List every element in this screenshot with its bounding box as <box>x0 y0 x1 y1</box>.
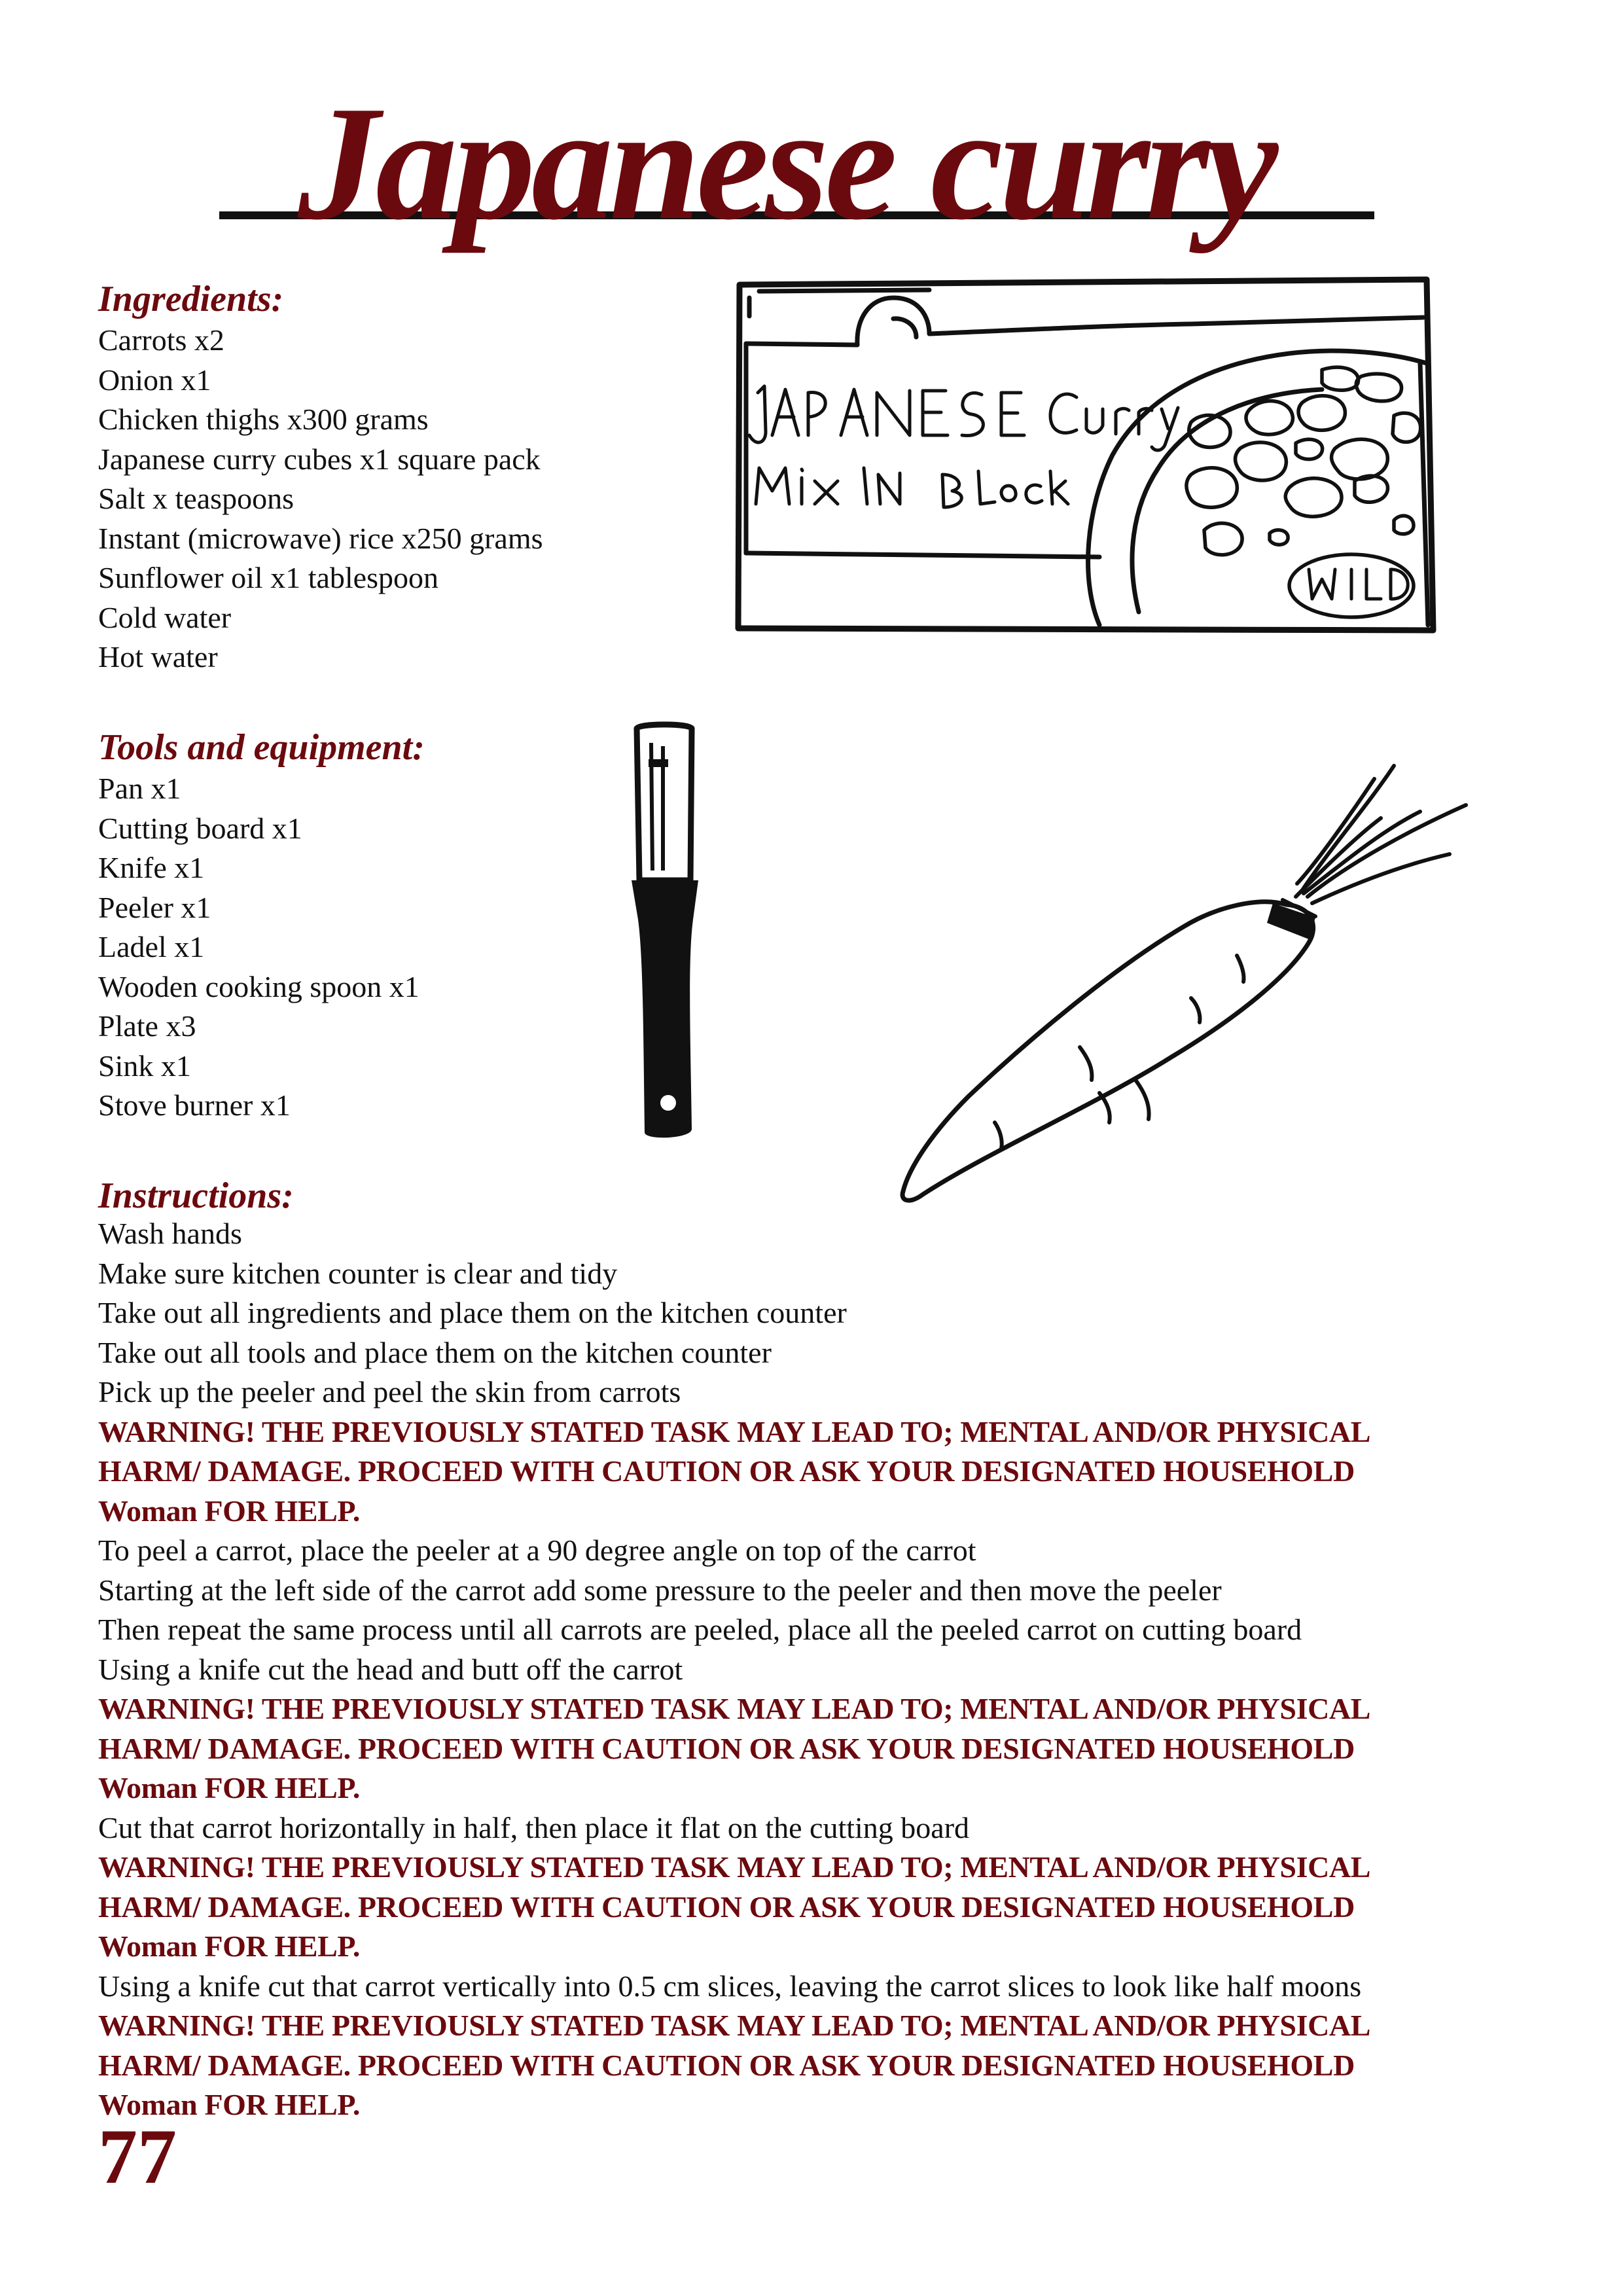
ingredient-item: Salt x teaspoons <box>98 482 294 515</box>
warning-line: Woman FOR HELP. <box>98 1929 360 1963</box>
curry-box-icon <box>733 272 1453 638</box>
tool-item: Peeler x1 <box>98 890 211 924</box>
instruction-step: Starting at the left side of the carrot add some pressure to the peeler and then move the peeler <box>98 1573 1222 1607</box>
instruction-step: Then repeat the same process until all carrots are peeled, place all the peeled carrot on cutting board <box>98 1613 1302 1646</box>
ingredient-item: Onion x1 <box>98 363 211 397</box>
tool-item: Knife x1 <box>98 851 205 884</box>
instruction-step: Cut that carrot horizontally in half, then place it flat on the cutting board <box>98 1810 970 1844</box>
warning-line: WARNING! THE PREVIOUSLY STATED TASK MAY LEAD TO; MENTAL AND/OR PHYSICAL <box>98 1414 1371 1448</box>
warning-line: HARM/ DAMAGE. PROCEED WITH CAUTION OR ASK YOUR DESIGNATED HOUSEHOLD <box>98 1731 1355 1765</box>
tool-item: Pan x1 <box>98 772 181 805</box>
instructions-heading: Instructions: <box>98 1175 294 1216</box>
tool-item: Ladel x1 <box>98 930 205 963</box>
warning-line: HARM/ DAMAGE. PROCEED WITH CAUTION OR ASK YOUR DESIGNATED HOUSEHOLD <box>98 2048 1355 2082</box>
instruction-step: Make sure kitchen counter is clear and tidy <box>98 1256 618 1290</box>
warning-line: Woman FOR HELP. <box>98 1494 360 1528</box>
instruction-step: To peel a carrot, place the peeler at a 90 degree angle on top of the carrot <box>98 1534 976 1567</box>
warning-line: WARNING! THE PREVIOUSLY STATED TASK MAY LEAD TO; MENTAL AND/OR PHYSICAL <box>98 1850 1371 1884</box>
tool-item: Wooden cooking spoon x1 <box>98 969 419 1003</box>
warning-line: HARM/ DAMAGE. PROCEED WITH CAUTION OR ASK YOUR DESIGNATED HOUSEHOLD <box>98 1890 1355 1924</box>
tools-heading: Tools and equipment: <box>98 727 425 768</box>
instruction-step: Take out all ingredients and place them on the kitchen counter <box>98 1296 847 1329</box>
instruction-step: Using a knife cut the head and butt off the carrot <box>98 1652 683 1686</box>
warning-line: Woman FOR HELP. <box>98 1771 360 1804</box>
tools-list <box>98 769 419 1126</box>
ingredient-item: Sunflower oil x1 tablespoon <box>98 561 438 594</box>
instruction-step: Take out all tools and place them on the kitchen counter <box>98 1335 772 1369</box>
instructions-list <box>98 1214 1538 2125</box>
ingredient-item: Chicken thighs x300 grams <box>98 403 429 436</box>
warning-block <box>98 1412 1538 1532</box>
ingredient-item: Cold water <box>98 600 232 634</box>
ingredient-item: Japanese curry cubes x1 square pack <box>98 442 541 476</box>
peeler-icon <box>625 723 704 1142</box>
tool-item: Sink x1 <box>98 1049 191 1083</box>
ingredient-item: Instant (microwave) rice x250 grams <box>98 521 543 555</box>
warning-block <box>98 1848 1538 1967</box>
ingredients-heading: Ingredients: <box>98 279 284 319</box>
carrot-icon <box>897 766 1472 1237</box>
warning-line: HARM/ DAMAGE. PROCEED WITH CAUTION OR ASK YOUR DESIGNATED HOUSEHOLD <box>98 1454 1355 1488</box>
warning-block <box>98 2006 1538 2125</box>
ingredient-item: Carrots x2 <box>98 323 224 357</box>
tool-item: Plate x3 <box>98 1009 196 1043</box>
instruction-step: Using a knife cut that carrot vertically into 0.5 cm slices, leaving the carrot slices to look like half moons <box>98 1969 1362 2003</box>
warning-line: WARNING! THE PREVIOUSLY STATED TASK MAY LEAD TO; MENTAL AND/OR PHYSICAL <box>98 1692 1371 1725</box>
warning-line: WARNING! THE PREVIOUSLY STATED TASK MAY LEAD TO; MENTAL AND/OR PHYSICAL <box>98 2009 1371 2042</box>
warning-line: Woman FOR HELP. <box>98 2088 360 2121</box>
page-title: Japanese curry <box>298 73 1275 254</box>
instruction-step: Pick up the peeler and peel the skin from carrots <box>98 1375 681 1408</box>
tool-item: Stove burner x1 <box>98 1088 291 1122</box>
ingredients-list <box>98 321 543 677</box>
page-number: 77 <box>98 2113 177 2200</box>
instruction-step: Wash hands <box>98 1217 242 1250</box>
tool-item: Cutting board x1 <box>98 811 302 845</box>
warning-block <box>98 1689 1538 1808</box>
ingredient-item: Hot water <box>98 640 218 673</box>
